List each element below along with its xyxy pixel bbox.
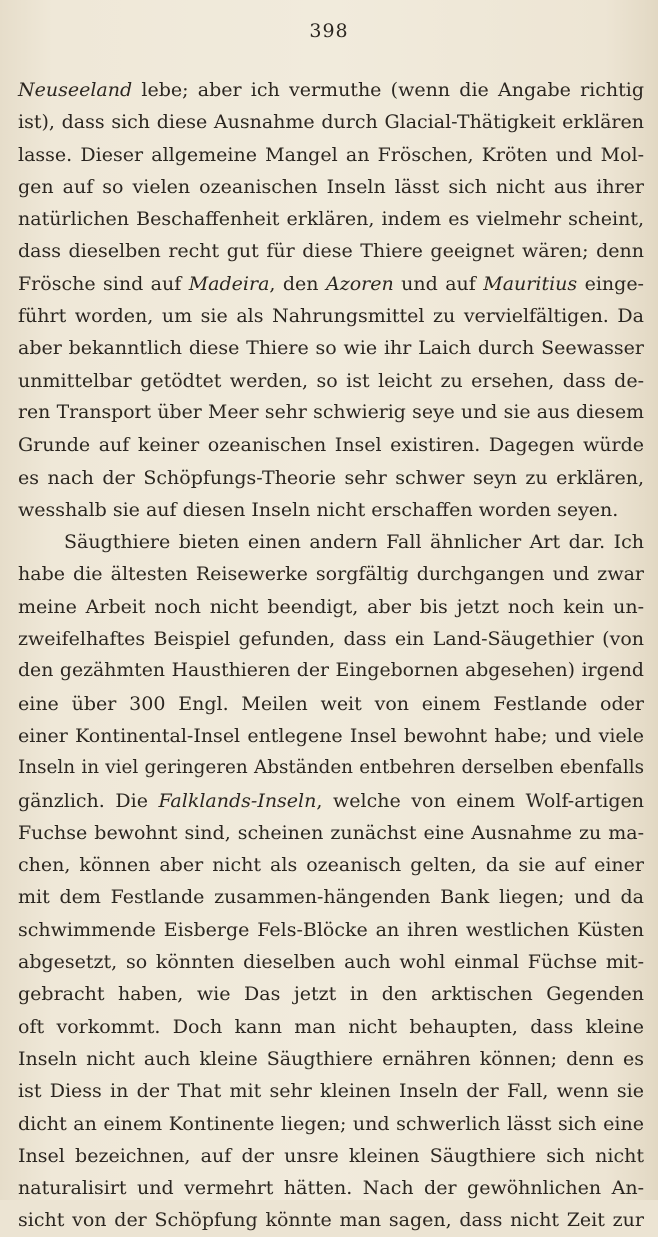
text-line: schwimmende Eisberge Fels-Blöcke an ihren westlichen Küsten bbox=[18, 918, 644, 941]
text-line: Fuchse bewohnt sind, scheinen zunächst eine Ausnahme zu ma- bbox=[18, 821, 644, 844]
text-line: naturalisirt und vermehrt hätten. Nach der gewöhnlichen An- bbox=[18, 1177, 644, 1200]
text-line: Säugthiere bieten einen andern Fall ähnlicher Art dar. Ich bbox=[64, 531, 644, 554]
italic-term: Falklands-Inseln bbox=[158, 789, 317, 812]
text-line: ist), dass sich diese Ausnahme durch Glacial-Thätigkeit erklären bbox=[18, 111, 644, 134]
italic-term: Azoren bbox=[325, 272, 394, 295]
text-segment: einge- bbox=[577, 272, 644, 295]
text-segment: gänzlich. Die bbox=[18, 789, 159, 812]
text-line: gen auf so vielen ozeanischen Inseln lässt sich nicht aus ihrer bbox=[18, 175, 644, 198]
text-segment: , welche von einem Wolf-artigen bbox=[316, 789, 644, 812]
text-line: unmittelbar getödtet werden, so ist leicht zu ersehen, dass de- bbox=[18, 369, 644, 392]
text-line: oft vorkommt. Doch kann man nicht behaupten, dass kleine bbox=[18, 1015, 644, 1038]
text-segment: , den bbox=[269, 272, 326, 295]
text-line: sicht von der Schöpfung könnte man sagen, dass nicht Zeit zur bbox=[18, 1209, 644, 1232]
text-segment: lebe; aber ich vermuthe (wenn die Angabe richtig bbox=[132, 79, 644, 101]
text-line: lasse. Dieser allgemeine Mangel an Fröschen, Kröten und Mol- bbox=[18, 143, 644, 166]
text-line bbox=[18, 74, 644, 106]
text-line: dass dieselben recht gut für diese Thiere geeignet wären; denn bbox=[18, 240, 644, 263]
text-line: führt worden, um sie als Nahrungsmittel zu vervielfältigen. Da bbox=[18, 305, 644, 328]
text-line: es nach der Schöpfungs-Theorie sehr schwer seyn zu erklären, bbox=[18, 466, 644, 489]
text-line: aber bekanntlich diese Thiere so wie ihr Laich durch Seewasser bbox=[18, 337, 644, 360]
text-line: Insel bezeichnen, auf der unsre kleinen Säugthiere sich nicht bbox=[18, 1144, 644, 1167]
text-line: einer Kontinental-Insel entlegene Insel bewohnt habe; und viele bbox=[18, 724, 644, 747]
text-line: Grunde auf keiner ozeanischen Insel existiren. Dagegen würde bbox=[18, 434, 644, 457]
text-line bbox=[18, 785, 644, 817]
page-number: 398 bbox=[309, 20, 349, 42]
text-body bbox=[18, 74, 644, 1237]
italic-term: Neuseeland bbox=[18, 79, 133, 101]
text-line: gebracht haben, wie Das jetzt in den arktischen Gegenden bbox=[18, 983, 644, 1006]
text-line: mit dem Festlande zusammen-hängenden Bank liegen; und da bbox=[18, 886, 644, 909]
text-line: Inseln nicht auch kleine Säugthiere ernähren können; denn es bbox=[18, 1047, 644, 1070]
text-segment: und auf bbox=[393, 272, 484, 295]
text-line: Inseln in viel geringeren Abständen entbehren derselben ebenfalls bbox=[18, 757, 644, 779]
text-line: ist Diess in der That mit sehr kleinen Inseln der Fall, wenn sie bbox=[18, 1080, 644, 1103]
italic-term: Madeira bbox=[188, 272, 270, 295]
text-line: wesshalb sie auf diesen Inseln nicht erschaffen worden seyen. bbox=[18, 498, 619, 521]
text-line: dicht an einem Kontinente liegen; und schwerlich lässt sich eine bbox=[18, 1112, 644, 1135]
text-line: habe die ältesten Reisewerke sorgfältig durchgangen und zwar bbox=[18, 563, 644, 586]
text-segment: Frösche sind auf bbox=[18, 272, 189, 295]
italic-term: Mauritius bbox=[483, 272, 578, 295]
text-line bbox=[18, 268, 644, 300]
text-line: zweifelhaftes Beispiel gefunden, dass ein Land-Säugethier (von bbox=[18, 628, 644, 651]
text-line: abgesetzt, so könnten dieselben auch wohl einmal Füchse mit- bbox=[18, 951, 644, 974]
text-line: den gezähmten Hausthieren der Eingebornen abgesehen) irgend bbox=[18, 660, 644, 682]
text-line: chen, können aber nicht als ozeanisch gelten, da sie auf einer bbox=[18, 854, 644, 877]
text-line: natürlichen Beschaffenheit erklären, indem es vielmehr scheint, bbox=[18, 208, 644, 231]
text-line: eine über 300 Engl. Meilen weit von einem Festlande oder bbox=[18, 692, 644, 715]
text-line: meine Arbeit noch nicht beendigt, aber bis jetzt noch kein un- bbox=[18, 595, 644, 618]
text-line: ren Transport über Meer sehr schwierig seye und sie aus diesem bbox=[18, 401, 644, 423]
